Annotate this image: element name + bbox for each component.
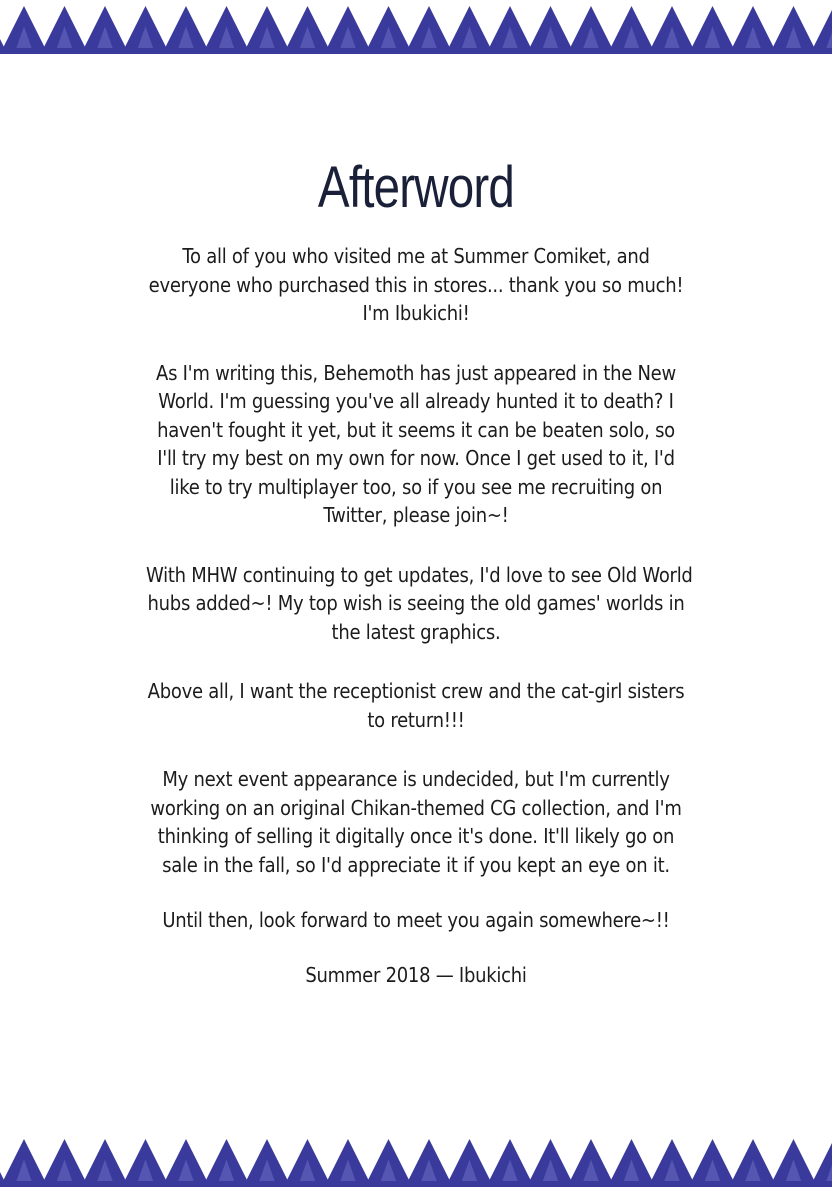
text-line: I'm Ibukichi! <box>362 301 470 325</box>
text-line: to return!!! <box>367 707 465 732</box>
triangle-pattern-top <box>0 4 832 62</box>
text-line: hubs added~! My top wish is seeing the old games' worlds in <box>147 591 685 615</box>
text-line: To all of you who visited me at Summer Comiket, and <box>182 244 650 268</box>
text-line: haven't fought it yet, but it seems it can be beaten solo, so <box>157 417 675 442</box>
paragraph-behemoth <box>146 359 686 530</box>
text-line: As I'm writing this, Behemoth has just appeared in the New <box>156 360 676 385</box>
text-line: like to try multiplayer too, so if you see me recruiting on <box>169 474 663 499</box>
page-title: Afterword <box>317 155 515 220</box>
paragraph-next-event <box>146 765 686 879</box>
text-line: the latest graphics. <box>331 619 501 644</box>
signature <box>146 961 686 990</box>
paragraph-updates <box>146 561 693 647</box>
text-line: I'll try my best on my own for now. Once I get used to it, I'd <box>157 446 675 470</box>
text-line: My next event appearance is undecided, but I'm currently <box>162 767 670 791</box>
text-line: everyone who purchased this in stores... thank you so much! <box>148 272 684 297</box>
text-line: World. I'm guessing you've all already hunted it to death? I <box>158 389 674 413</box>
text-line: sale in the fall, so I'd appreciate it if you kept an eye on it. <box>162 852 670 877</box>
signature-text: Summer 2018 — Ibukichi <box>305 962 527 987</box>
text-line: With MHW continuing to get updates, I'd love to see Old World <box>146 562 693 587</box>
text-line: Until then, look forward to meet you again somewhere~!! <box>162 908 670 932</box>
text-line: thinking of selling it digitally once it's done. It'll likely go on <box>157 824 675 848</box>
paragraph-wish <box>146 677 686 734</box>
paragraph-closing <box>146 906 686 935</box>
text-line: Above all, I want the receptionist crew and the cat-girl sisters <box>147 679 685 703</box>
top-decorative-border <box>0 4 832 62</box>
afterword-page <box>0 150 832 989</box>
text-line: working on an original Chikan-themed CG collection, and I'm <box>150 795 682 820</box>
paragraph-thanks <box>146 242 686 328</box>
bottom-decorative-border <box>0 1137 832 1195</box>
triangle-pattern-bottom <box>0 1137 832 1195</box>
text-line: Twitter, please join~! <box>323 503 509 527</box>
